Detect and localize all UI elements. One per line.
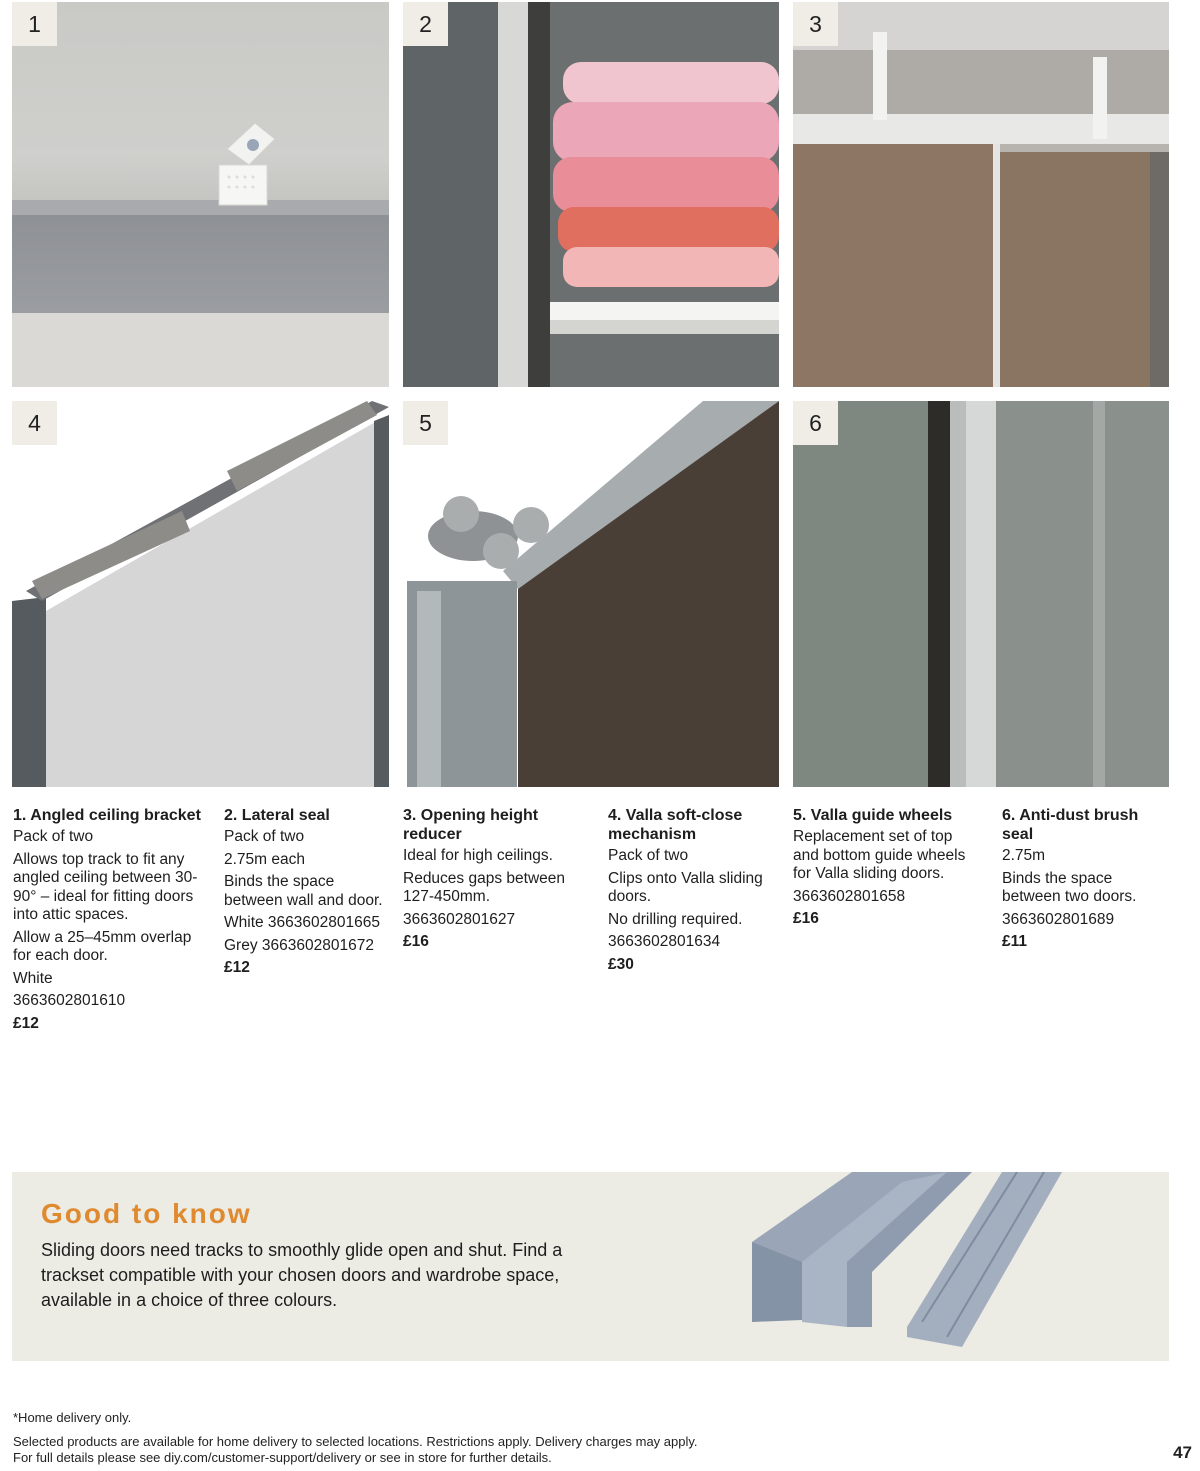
product-code: 3663602801634: [608, 933, 721, 950]
photo-number-badge: 6: [793, 401, 838, 445]
good-to-know-body: Sliding doors need tracks to smoothly glide open and shut. Find a trackset compatible with your chosen doors and wardrobe space, available in a choice of three colours.: [41, 1240, 563, 1310]
product-photo-soft-close-mechanism: [12, 401, 389, 787]
product-detail: Clips onto Valla sliding doors.: [608, 869, 763, 905]
product-variant-grey: Grey 3663602801672: [224, 936, 374, 954]
product-code: 3663602801658: [793, 887, 906, 905]
bracket-icon: [215, 119, 283, 209]
photo-number-badge: 3: [793, 2, 838, 46]
product-detail: Allows top track to fit any angled ceiling between 30-90° – ideal for fitting doors into attic spaces.: [13, 850, 198, 923]
good-to-know-heading: Good to know: [41, 1198, 252, 1229]
product-detail: 2.75m: [1002, 847, 1046, 864]
product-detail: Pack of two: [608, 847, 689, 864]
top-track: [12, 200, 389, 215]
product-detail: Pack of two: [224, 828, 305, 845]
photo-number-badge: 5: [403, 401, 448, 445]
product-valla-guide-wheels: [793, 806, 973, 929]
door-illustration: [403, 401, 779, 787]
product-opening-height-reducer: [403, 806, 583, 952]
product-title: 2. Lateral seal: [224, 807, 330, 824]
product-price: £12: [13, 1014, 39, 1032]
product-photo-anti-dust-brush-seal: [793, 401, 1169, 787]
wardrobe-illustration: [793, 2, 1169, 387]
product-detail: No drilling required.: [608, 910, 743, 928]
photo-number-badge: 1: [12, 2, 57, 46]
footer-line-2: For full details please see diy.com/customer-support/delivery or see in store for further details.: [13, 1450, 552, 1465]
product-title: 4. Valla soft-close mechanism: [608, 807, 743, 843]
photo-number-badge: 4: [12, 401, 57, 445]
door-illustration: [12, 401, 389, 787]
product-anti-dust-brush-seal: [1002, 806, 1172, 952]
track-face: [12, 215, 389, 313]
product-detail: Ideal for high ceilings.: [403, 847, 553, 864]
good-to-know-panel: [12, 1172, 1169, 1361]
photo-number-badge: 2: [403, 2, 448, 46]
product-code: 3663602801627: [403, 910, 516, 928]
product-photo-guide-wheels: [403, 401, 779, 787]
product-valla-soft-close: [608, 806, 773, 974]
track-profile-illustration: [732, 1172, 1169, 1361]
product-angled-ceiling-bracket: [13, 806, 203, 1033]
product-price: £12: [224, 959, 250, 976]
product-lateral-seal: [224, 806, 384, 978]
footer-note: *Home delivery only.: [13, 1410, 132, 1425]
wall: [12, 313, 389, 387]
product-detail: Reduces gaps between 127-450mm.: [403, 869, 566, 905]
product-photo-lateral-seal: [403, 2, 779, 387]
product-detail: Binds the space between wall and door.: [224, 873, 383, 909]
product-code: 3663602801610: [13, 992, 126, 1009]
product-photo-angled-ceiling-bracket: [12, 2, 389, 387]
product-price: £11: [1002, 933, 1028, 950]
product-title: 6. Anti-dust brush seal: [1002, 807, 1139, 843]
page-number: 47: [1173, 1443, 1192, 1462]
product-detail: Binds the space between two doors.: [1002, 869, 1137, 905]
product-title: 1. Angled ceiling bracket: [13, 807, 201, 824]
product-price: £30: [608, 955, 634, 973]
product-colour: White: [13, 969, 53, 987]
product-variant-white: White 3663602801665: [224, 914, 380, 931]
product-detail: Allow a 25–45mm overlap for each door.: [13, 928, 192, 964]
product-title: 5. Valla guide wheels: [793, 807, 953, 824]
product-detail: Replacement set of top and bottom guide wheels for Valla sliding doors.: [793, 828, 966, 882]
product-title: 3. Opening height reducer: [403, 807, 539, 843]
door-edge-illustration: [793, 401, 1169, 787]
product-price: £16: [403, 933, 429, 950]
product-detail: 2.75m each: [224, 850, 305, 868]
wardrobe-illustration: [403, 2, 779, 387]
product-price: £16: [793, 910, 819, 927]
product-detail: Pack of two: [13, 828, 94, 845]
product-photo-opening-height-reducer: [793, 2, 1169, 387]
footer-line-1: Selected products are available for home delivery to selected locations. Restrictions apply. Delivery charges may apply.: [13, 1434, 698, 1449]
product-code: 3663602801689: [1002, 910, 1115, 928]
